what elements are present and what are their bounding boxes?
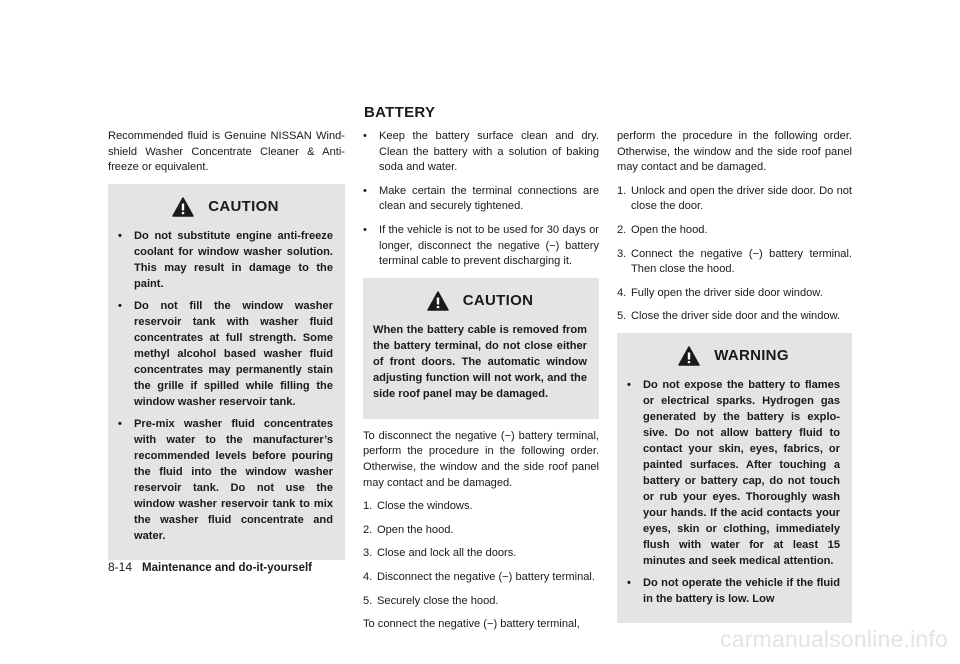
column-1 — [108, 129, 345, 570]
warning-box — [617, 333, 852, 623]
caution-header — [118, 194, 333, 220]
washer-fluid-intro: Recommended fluid is Genuine NISSAN Wind-shield Washer Concentrate Cleaner & Anti-freeze or equivalent. — [108, 130, 345, 174]
caution-header — [373, 288, 587, 314]
watermark: carmanualsonline.info — [720, 626, 948, 652]
disconnect-intro: To disconnect the negative (−) battery terminal, perform the procedure in the following order. Otherwise, the window and the side roof panel may contact and be damaged. — [363, 429, 599, 489]
warning-header — [627, 343, 840, 369]
warning-triangle-icon — [172, 197, 194, 217]
connect-step: 1. Unlock and open the driver side door. Do not close the door. — [617, 184, 852, 213]
battery-care-bullet: • Make certain the terminal connections are clean and securely tightened. — [363, 184, 599, 213]
warning-label: WARNING — [714, 347, 789, 365]
warning-triangle-icon — [427, 291, 449, 311]
disconnect-step: 2. Open the hood. — [363, 523, 454, 536]
caution-box-washer — [108, 184, 345, 560]
section-title: BATTERY — [364, 104, 436, 121]
caution-bullet: • Do not substitute engine anti-freeze coolant for window washer solution. This may result in damage to the paint. — [118, 229, 333, 290]
warning-triangle-icon — [678, 346, 700, 366]
connect-intro-continued: perform the procedure in the following order. Otherwise, the window and the side roof panel may contact and be damaged. — [617, 130, 852, 174]
warning-bullet: • Do not expose the battery to flames or electrical sparks. Hydrogen gas generated by the battery is explo-sive. Do not allow battery fluid to contact your skin, eyes, fabrics, or painted surfaces. After touching a battery or battery cap, do not touch or rub your eyes. Thoroughly wash your hands. If the acid contacts your eyes, skin or clothing, immediately flush with water for at least 15 minutes and seek medical attention. — [627, 378, 840, 567]
page-footer — [108, 560, 312, 574]
column-2 — [363, 129, 599, 641]
connect-step: 2. Open the hood. — [617, 223, 708, 236]
warning-bullet: • Do not operate the vehicle if the fluid in the battery is low. Low — [627, 576, 840, 605]
connect-step: 4. Fully open the driver side door window. — [617, 286, 823, 299]
disconnect-step: 1. Close the windows. — [363, 500, 473, 513]
battery-care-bullet: • If the vehicle is not to be used for 30 days or longer, disconnect the negative (−) battery terminal cable to prevent discharging it. — [363, 223, 599, 268]
battery-care-bullet: • Keep the battery surface clean and dry. Clean the battery with a solution of baking soda and water. — [363, 130, 599, 174]
caution-text: When the battery cable is removed from the battery terminal, do not close either of front doors. The automatic window adjusting function will not work, and the side roof panel may be damaged. — [373, 323, 587, 400]
caution-label: CAUTION — [462, 291, 534, 309]
disconnect-step: 5. Securely close the hood. — [363, 594, 499, 607]
disconnect-step: 4. Disconnect the negative (−) battery terminal. — [363, 570, 595, 583]
disconnect-step: 3. Close and lock all the doors. — [363, 547, 517, 560]
caution-bullet: • Pre-mix washer fluid concentrates with water to the manufacturer’s recommended levels before pouring the fluid into the window washer reservoir tank. Do not use the window washer reservoir tank to mix the washer fluid concentrate and water. — [118, 417, 333, 542]
caution-bullet: • Do not fill the window washer reservoir tank with washer fluid concentrates at full strength. Some methyl alcohol based washer fluid concentrates may permanently stain the grille if spilled while filling the window washer reservoir tank. — [118, 299, 333, 408]
connect-intro: To connect the negative (−) battery terminal, — [363, 618, 580, 631]
caution-label: CAUTION — [208, 197, 279, 215]
page-number: 8-14 — [108, 560, 133, 574]
caution-box-battery — [363, 278, 599, 419]
column-3 — [617, 129, 852, 633]
connect-step: 3. Connect the negative (−) battery terminal. Then close the hood. — [617, 247, 852, 276]
chapter-title: Maintenance and do-it-yourself — [142, 562, 312, 574]
connect-step: 5. Close the driver side door and the window. — [617, 310, 841, 323]
